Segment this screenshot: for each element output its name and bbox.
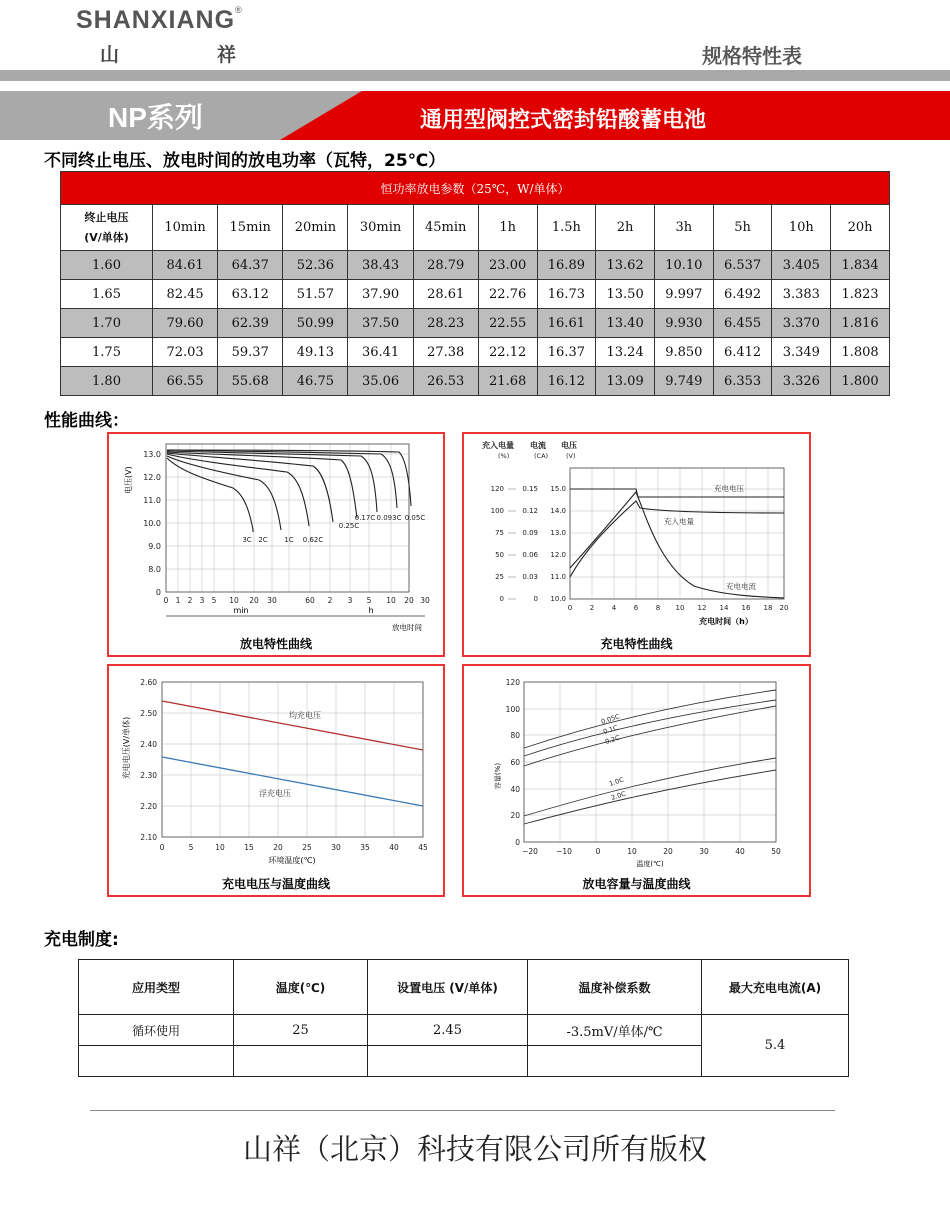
charge-unit-3: (V) — [566, 452, 576, 460]
power-value-cell: 3.349 — [772, 338, 831, 367]
power-value-cell: 55.68 — [218, 367, 283, 396]
end-voltage-cell: 1.60 — [61, 251, 153, 280]
power-value-cell: 13.09 — [596, 367, 655, 396]
power-value-cell: 1.808 — [831, 338, 890, 367]
x-tick: 4 — [611, 604, 617, 612]
y-ca-tick: 0.09 — [522, 529, 538, 537]
x-tick: 3 — [199, 596, 205, 605]
label-charged-capacity: 充入电量 — [664, 517, 694, 526]
application-value: 循环使用 — [79, 1015, 234, 1046]
rate-label: 0.05C — [600, 712, 621, 726]
compensation-value: -3.5mV/单体/℃ — [528, 1015, 702, 1046]
empty-cell — [79, 1046, 234, 1077]
y-tick: 2.60 — [140, 678, 157, 687]
brand-name: SHANXIANG — [76, 6, 236, 34]
y-pct-tick: 120 — [490, 485, 504, 493]
y-tick: 2.50 — [140, 709, 157, 718]
product-title: 通用型阀控式密封铅酸蓄电池 — [420, 108, 707, 133]
footer-divider — [90, 1110, 835, 1111]
x-tick: 20 — [779, 604, 789, 612]
x-tick: 5 — [366, 596, 372, 605]
capacity-temp-chart — [464, 666, 809, 895]
power-value-cell: 37.50 — [348, 309, 413, 338]
x-tick: 2 — [327, 596, 333, 605]
power-value-cell: 27.38 — [413, 338, 478, 367]
power-value-cell: 28.61 — [413, 280, 478, 309]
y-tick: 0 — [155, 588, 161, 597]
x-tick: −10 — [556, 847, 572, 856]
header-application: 应用类型 — [79, 960, 234, 1015]
x-tick: 45 — [418, 843, 428, 852]
discharge-ylabel: 电压(V) — [124, 466, 133, 494]
x-tick: 20 — [404, 596, 414, 605]
capacity-temp-caption: 放电容量与温度曲线 — [582, 877, 691, 891]
x-tick: 1 — [175, 596, 181, 605]
power-value-cell: 9.930 — [654, 309, 713, 338]
power-value-cell: 3.326 — [772, 367, 831, 396]
y-tick: 0 — [515, 838, 520, 847]
equalize-voltage-line — [162, 701, 423, 750]
x-tick: 18 — [763, 604, 773, 612]
capacity-xlabel: 温度(℃) — [636, 860, 664, 868]
y-pct-tick: 75 — [495, 529, 504, 537]
set-voltage-value: 2.45 — [368, 1015, 528, 1046]
y-tick: 8.0 — [148, 565, 161, 574]
power-value-cell: 6.492 — [713, 280, 772, 309]
column-header: 5h — [713, 205, 772, 251]
rate-label: 0.25C — [338, 522, 360, 530]
x-tick: −20 — [522, 847, 538, 856]
y-tick: 80 — [510, 731, 520, 740]
power-table-header-row — [61, 205, 890, 251]
end-voltage-header-line2: (V/单体) — [84, 230, 129, 244]
end-voltage-cell: 1.75 — [61, 338, 153, 367]
rate-label: 0.1C — [602, 723, 619, 736]
y-pct-tick: 100 — [490, 507, 504, 515]
y-tick: 10.0 — [143, 519, 161, 528]
x-unit-min: min — [233, 606, 249, 615]
power-value-cell: 22.12 — [478, 338, 537, 367]
power-value-cell: 1.823 — [831, 280, 890, 309]
column-header: 2h — [596, 205, 655, 251]
charge-curve-caption: 充电特性曲线 — [600, 637, 673, 651]
y-tick: 11.0 — [143, 496, 161, 505]
charge-head-2: 电流 — [530, 441, 546, 450]
x-tick: 40 — [735, 847, 745, 856]
header-temp-compensation: 温度补偿系数 — [528, 960, 702, 1015]
x-tick: 14 — [719, 604, 729, 612]
power-value-cell: 28.23 — [413, 309, 478, 338]
power-value-cell: 52.36 — [283, 251, 348, 280]
x-tick: 10 — [229, 596, 239, 605]
x-tick: 0 — [595, 847, 601, 856]
power-value-cell: 79.60 — [153, 309, 218, 338]
voltage-temp-panel — [107, 664, 445, 897]
end-voltage-cell: 1.80 — [61, 367, 153, 396]
power-value-cell: 13.24 — [596, 338, 655, 367]
table-row — [61, 338, 890, 367]
charge-curve-panel — [462, 432, 811, 657]
rate-label: 1C — [284, 536, 294, 544]
power-value-cell: 3.383 — [772, 280, 831, 309]
y-tick: 60 — [510, 758, 520, 767]
float-voltage-line — [162, 757, 423, 806]
column-header: 20min — [283, 205, 348, 251]
power-value-cell: 38.43 — [348, 251, 413, 280]
curves-heading: 性能曲线： — [44, 411, 129, 431]
power-value-cell: 16.37 — [537, 338, 596, 367]
x-tick: 0 — [159, 843, 165, 852]
power-value-cell: 21.68 — [478, 367, 537, 396]
power-value-cell: 59.37 — [218, 338, 283, 367]
power-value-cell: 82.45 — [153, 280, 218, 309]
power-table-caption: 恒功率放电参数（25℃，W/单体） — [61, 172, 890, 205]
x-tick: 2 — [589, 604, 595, 612]
column-header: 15min — [218, 205, 283, 251]
rate-label: 0.093C — [376, 514, 402, 522]
power-value-cell: 36.41 — [348, 338, 413, 367]
power-value-cell: 62.39 — [218, 309, 283, 338]
x-unit-h: h — [368, 606, 374, 615]
x-tick: 25 — [302, 843, 312, 852]
y-tick: 40 — [510, 785, 520, 794]
end-voltage-header-line1: 终止电压 — [84, 210, 129, 224]
power-value-cell: 46.75 — [283, 367, 348, 396]
power-value-cell: 23.00 — [478, 251, 537, 280]
discharge-xlabel: 放电时间 — [392, 623, 422, 632]
rate-label: 1.0C — [608, 775, 625, 788]
table-row — [61, 309, 890, 338]
power-value-cell: 35.06 — [348, 367, 413, 396]
power-value-cell: 6.455 — [713, 309, 772, 338]
charge-regime-row — [79, 1015, 849, 1046]
x-tick: 8 — [655, 604, 661, 612]
x-tick: 60 — [305, 596, 315, 605]
empty-cell — [528, 1046, 702, 1077]
capacity-temp-panel — [462, 664, 811, 897]
x-tick: 30 — [331, 843, 341, 852]
power-value-cell: 9.850 — [654, 338, 713, 367]
x-tick: 10 — [627, 847, 637, 856]
y-tick: 120 — [505, 678, 520, 687]
y-tick: 2.10 — [140, 833, 157, 842]
power-value-cell: 13.62 — [596, 251, 655, 280]
x-tick: 50 — [771, 847, 781, 856]
column-header: 1.5h — [537, 205, 596, 251]
copyright-footer: 山祥（北京）科技有限公司所有版权 — [242, 1132, 707, 1166]
discharge-curve-caption: 放电特性曲线 — [239, 637, 312, 651]
power-value-cell: 51.57 — [283, 280, 348, 309]
rate-label: 3C — [242, 536, 252, 544]
y-pct-tick: 25 — [495, 573, 504, 581]
x-tick: 5 — [211, 596, 217, 605]
power-value-cell: 1.834 — [831, 251, 890, 280]
table-row — [61, 367, 890, 396]
rate-label: 0.05C — [404, 514, 426, 522]
charge-regime-table — [78, 959, 849, 1077]
power-value-cell: 3.405 — [772, 251, 831, 280]
y-ca-tick: 0 — [533, 595, 538, 603]
y-ca-tick: 0.06 — [522, 551, 538, 559]
power-value-cell: 16.73 — [537, 280, 596, 309]
power-value-cell: 22.76 — [478, 280, 537, 309]
power-table-heading: 不同终止电压、放电时间的放电功率（瓦特，25℃） — [44, 151, 446, 171]
power-value-cell: 49.13 — [283, 338, 348, 367]
brand-logo — [76, 6, 243, 35]
header-set-voltage: 设置电压 (V/单体) — [368, 960, 528, 1015]
column-header: 10min — [153, 205, 218, 251]
max-current-value: 5.4 — [702, 1015, 849, 1077]
voltage-temp-ylabel: 充电电压(V/单体) — [122, 716, 131, 780]
y-tick: 12.0 — [143, 473, 161, 482]
rate-label: 0.17C — [354, 514, 376, 522]
label-charge-voltage: 充电电压 — [714, 484, 744, 493]
charge-unit-1: (%) — [498, 452, 510, 460]
x-tick: 30 — [267, 596, 277, 605]
charge-head-3: 电压 — [561, 441, 577, 450]
series-title: NP系列 — [108, 102, 203, 133]
x-tick: 20 — [273, 843, 283, 852]
power-value-cell: 28.79 — [413, 251, 478, 280]
y-tick: 13.0 — [143, 450, 161, 459]
header-max-current: 最大充电电流(A) — [702, 960, 849, 1015]
column-header: 3h — [654, 205, 713, 251]
y-tick: 2.30 — [140, 771, 157, 780]
y-v-tick: 12.0 — [550, 551, 566, 559]
x-tick: 30 — [420, 596, 430, 605]
power-value-cell: 16.61 — [537, 309, 596, 338]
column-header: 1h — [478, 205, 537, 251]
y-ca-tick: 0.03 — [522, 573, 538, 581]
rate-label: 2.0C — [610, 789, 627, 802]
x-tick: 10 — [386, 596, 396, 605]
float-voltage-label: 浮充电压 — [259, 789, 291, 798]
discharge-curve-chart — [109, 434, 443, 655]
column-header: 45min — [413, 205, 478, 251]
power-value-cell: 63.12 — [218, 280, 283, 309]
y-pct-tick: 50 — [495, 551, 504, 559]
end-voltage-header — [61, 205, 153, 251]
power-value-cell: 16.12 — [537, 367, 596, 396]
y-tick: 100 — [505, 705, 520, 714]
y-ca-tick: 0.15 — [522, 485, 538, 493]
power-value-cell: 13.50 — [596, 280, 655, 309]
x-tick: 0 — [567, 604, 573, 612]
y-pct-tick: 0 — [499, 595, 504, 603]
charge-regime-header-row — [79, 960, 849, 1015]
x-tick: 15 — [244, 843, 254, 852]
x-tick: 5 — [188, 843, 194, 852]
label-charge-current: 充电电流 — [726, 582, 756, 591]
power-value-cell: 22.55 — [478, 309, 537, 338]
power-table-body — [61, 251, 890, 396]
y-tick: 20 — [510, 811, 520, 820]
y-tick: 2.40 — [140, 740, 157, 749]
x-tick: 40 — [389, 843, 399, 852]
power-value-cell: 37.90 — [348, 280, 413, 309]
x-tick: 10 — [215, 843, 225, 852]
x-tick: 20 — [249, 596, 259, 605]
x-tick: 35 — [360, 843, 370, 852]
x-tick: 0 — [163, 596, 169, 605]
end-voltage-cell: 1.65 — [61, 280, 153, 309]
constant-power-table — [60, 171, 890, 396]
y-v-tick: 11.0 — [550, 573, 566, 581]
registered-mark: ® — [235, 4, 243, 15]
y-v-tick: 10.0 — [550, 595, 566, 603]
rate-label: 0.62C — [302, 536, 324, 544]
empty-cell — [234, 1046, 368, 1077]
y-v-tick: 13.0 — [550, 529, 566, 537]
x-tick: 30 — [699, 847, 709, 856]
power-value-cell: 1.800 — [831, 367, 890, 396]
power-value-cell: 64.37 — [218, 251, 283, 280]
x-tick: 12 — [697, 604, 707, 612]
x-tick: 3 — [347, 596, 353, 605]
power-value-cell: 50.99 — [283, 309, 348, 338]
y-v-tick: 15.0 — [550, 485, 566, 493]
charge-head-1: 充入电量 — [482, 441, 514, 450]
power-value-cell: 10.10 — [654, 251, 713, 280]
charge-curve-chart — [464, 434, 809, 655]
charge-regime-heading: 充电制度: — [44, 930, 119, 950]
brand-chinese-name — [100, 40, 236, 67]
power-value-cell: 6.353 — [713, 367, 772, 396]
voltage-temp-xlabel: 环境温度(℃) — [268, 856, 316, 865]
temperature-value: 25 — [234, 1015, 368, 1046]
power-value-cell: 26.53 — [413, 367, 478, 396]
column-header: 10h — [772, 205, 831, 251]
header-temperature: 温度(℃) — [234, 960, 368, 1015]
power-value-cell: 3.370 — [772, 309, 831, 338]
rate-label: 0.2C — [604, 733, 621, 746]
brand-cn-char-2: 祥 — [216, 44, 236, 66]
power-value-cell: 9.997 — [654, 280, 713, 309]
x-tick: 20 — [663, 847, 673, 856]
charge-xlabel: 充电时间（h） — [699, 617, 753, 626]
header-divider — [0, 70, 950, 81]
power-value-cell: 13.40 — [596, 309, 655, 338]
power-value-cell: 66.55 — [153, 367, 218, 396]
power-value-cell: 9.749 — [654, 367, 713, 396]
x-tick: 10 — [675, 604, 685, 612]
x-tick: 16 — [741, 604, 751, 612]
y-tick: 2.20 — [140, 802, 157, 811]
power-value-cell: 72.03 — [153, 338, 218, 367]
rate-label: 2C — [258, 536, 268, 544]
empty-cell — [368, 1046, 528, 1077]
end-voltage-cell: 1.70 — [61, 309, 153, 338]
voltage-temp-caption: 充电电压与温度曲线 — [221, 877, 330, 891]
power-value-cell: 6.412 — [713, 338, 772, 367]
discharge-curve-panel — [107, 432, 445, 657]
brand-cn-char-1: 山 — [100, 44, 120, 66]
table-row — [61, 280, 890, 309]
power-value-cell: 84.61 — [153, 251, 218, 280]
capacity-ylabel: 容量(%) — [494, 762, 502, 790]
equalize-voltage-label: 均充电压 — [289, 711, 321, 720]
power-value-cell: 1.816 — [831, 309, 890, 338]
power-value-cell: 16.89 — [537, 251, 596, 280]
column-header: 20h — [831, 205, 890, 251]
table-row — [61, 251, 890, 280]
y-tick: 9.0 — [148, 542, 161, 551]
x-tick: 2 — [187, 596, 193, 605]
column-header: 30min — [348, 205, 413, 251]
voltage-temp-chart — [109, 666, 443, 895]
x-tick: 6 — [633, 604, 639, 612]
spec-sheet-title: 规格特性表 — [702, 44, 802, 68]
charge-unit-2: (CA) — [534, 452, 549, 460]
power-value-cell: 6.537 — [713, 251, 772, 280]
y-ca-tick: 0.12 — [522, 507, 538, 515]
y-v-tick: 14.0 — [550, 507, 566, 515]
